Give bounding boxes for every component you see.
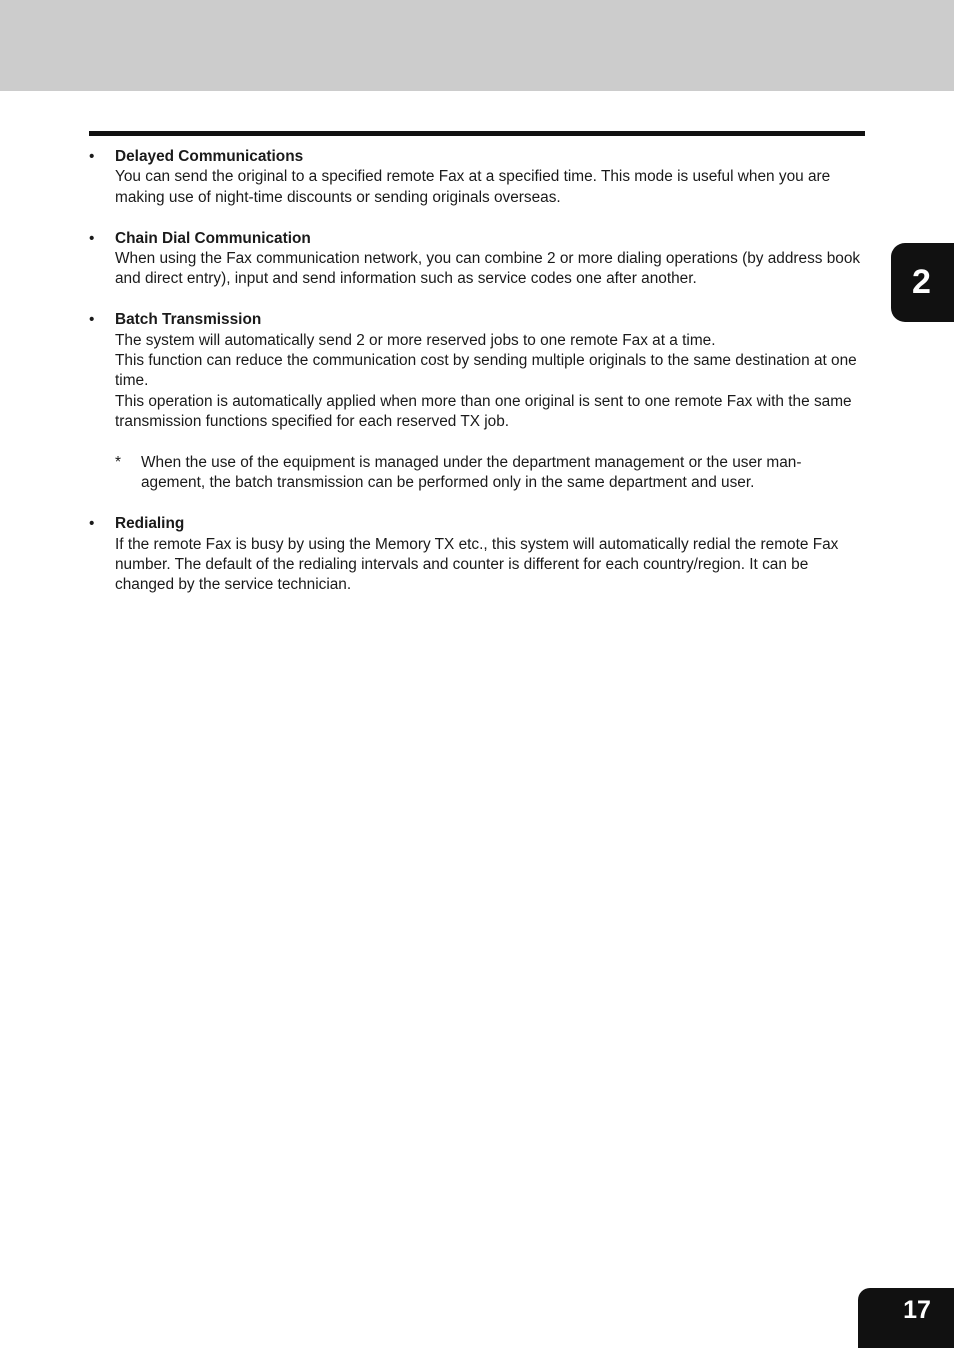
item-description: You can send the original to a specified remote Fax at a specified time. This mode is useful when you are making use of night-time discounts or sending originals overseas.: [115, 168, 831, 206]
feature-list: [89, 147, 865, 616]
item-description: This operation is automatically applied when more than one original is sent to one remote Fax with the same transmission functions specified for each reserved TX job.: [115, 392, 852, 431]
item-description: The system will automatically send 2 or more reserved jobs to one remote Fax at a time.: [115, 331, 716, 349]
bullet: •: [89, 311, 95, 329]
item-title: Batch Transmission: [115, 311, 262, 329]
footnote: [115, 453, 865, 494]
item-description: When using the Fax communication network, you can combine 2 or more dialing operations (by address book and direct entry), input and send information such as service codes one after another.: [115, 250, 861, 288]
footnote-text: When the use of the equipment is managed under the department management or the user man-agement, the batch transmission can be performed only in the same department and user.: [141, 454, 802, 492]
footnote-mark: *: [115, 454, 121, 472]
item-title: Delayed Communications: [115, 148, 304, 165]
chapter-tab: 2: [891, 243, 954, 322]
page-number: 17: [858, 1288, 954, 1348]
item-title: Redialing: [115, 515, 185, 533]
bullet: •: [89, 148, 95, 165]
item-description: If the remote Fax is busy by using the Memory TX etc., this system will automatically redial the remote Fax number. The default of the redialing intervals and counter is different for each country/region. It can be changed by the service technician.: [115, 535, 839, 594]
bullet: •: [89, 515, 95, 533]
list-item-batch-transmission: [89, 310, 865, 494]
list-item-delayed-communications: [89, 147, 865, 208]
section-rule: [89, 131, 865, 136]
bullet: •: [89, 229, 95, 247]
item-title: Chain Dial Communication: [115, 229, 311, 247]
list-item-chain-dial-communication: [89, 229, 865, 290]
item-description: This function can reduce the communication cost by sending multiple originals to the same destination at one time.: [115, 352, 857, 390]
list-item-redialing: [89, 514, 865, 596]
header-band: [0, 0, 954, 91]
